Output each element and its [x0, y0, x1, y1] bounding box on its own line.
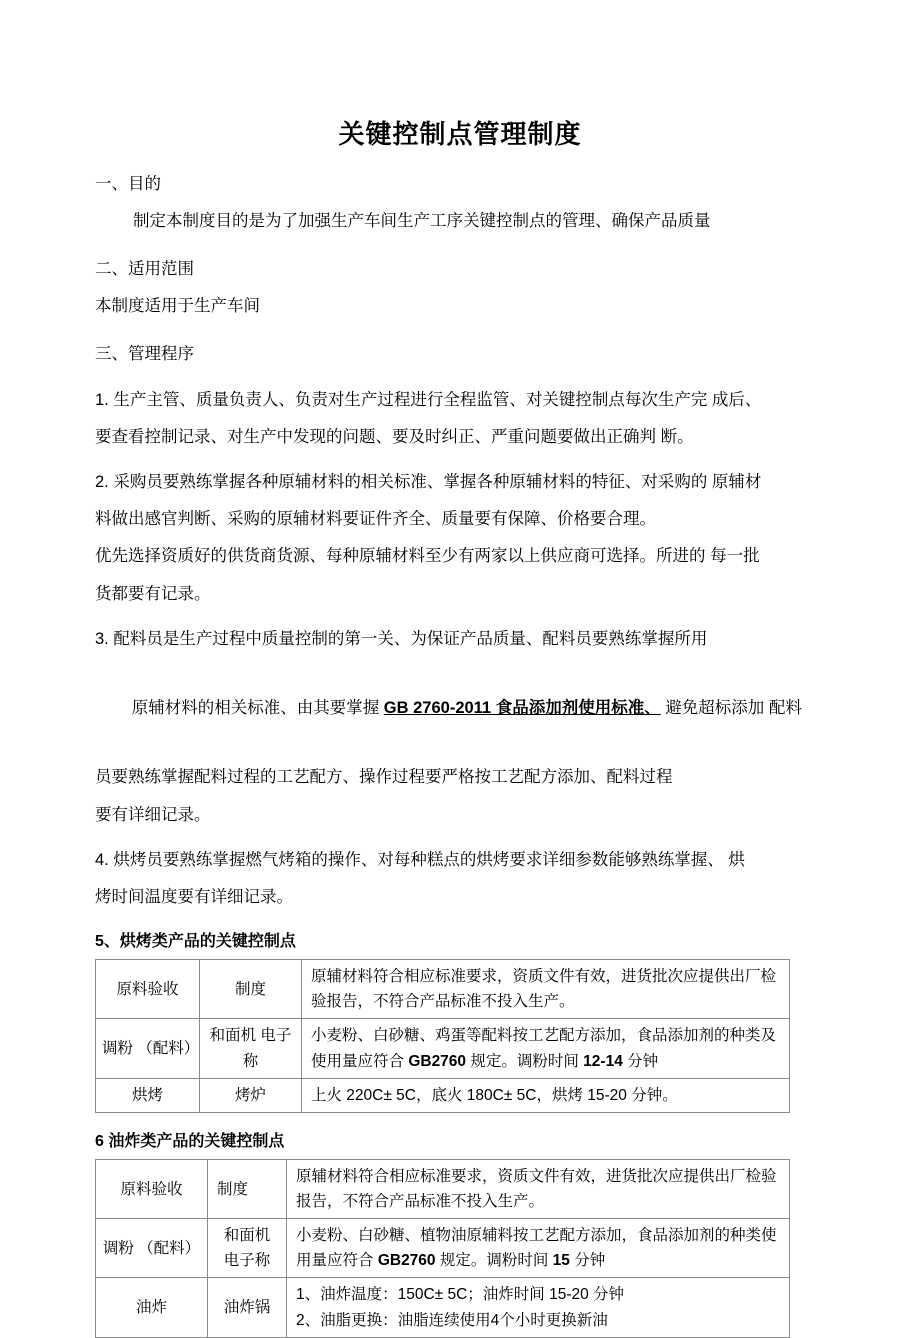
- procedure-item-2-line-2: 料做出感官判断、采购的原辅材料要证件齐全、质量要有保障、价格要合理。: [95, 510, 656, 529]
- standard-reference-gb2760-2011: GB 2760-2011 食品添加剂使用标准、: [383, 699, 661, 718]
- table1-row2-requirement: [302, 1019, 790, 1078]
- t1r2-text-pre: 小麦粉、白砂糖、鸡蛋等配料按工艺配方添加，食品添加剂的种类及使用量应符合: [311, 1027, 777, 1070]
- section-heading-procedure: 三、管理程序: [95, 345, 194, 364]
- procedure-item-3-line-3: 员要熟练掌握配料过程的工艺配方、操作过程要严格按工艺配方添加、配料过程: [95, 768, 673, 787]
- t1r2-text-mid: 规定。调粉时间: [466, 1052, 584, 1070]
- procedure-item-1-line-2: 要查看控制记录、对生产中发现的问题、要及时纠正、严重问题要做出正确判 断。: [95, 427, 694, 446]
- t2r2-duration-value: 15: [552, 1252, 570, 1270]
- procedure-item-3-line-2: [95, 655, 825, 757]
- table1-row2-stage: 调粉 （配料）: [96, 1019, 200, 1078]
- procedure-item-4-line-2: 烤时间温度要有详细记录。: [95, 887, 293, 906]
- procedure-item-3-line-1: 3. 配料员是生产过程中质量控制的第一关、为保证产品质量、配料员要熟练掌握所用: [95, 629, 708, 648]
- document-content: [95, 0, 825, 1338]
- table2-row3-requirement: [287, 1278, 790, 1337]
- table1-row3-stage: 烘烤: [96, 1078, 200, 1112]
- table-row: [96, 1278, 790, 1337]
- item-3-text-before-standard: 原辅材料的相关标准、由其要掌握: [131, 699, 384, 718]
- procedure-item-1-line-1: 1. 生产主管、质量负责人、负责对生产过程进行全程监管、对关键控制点每次生产完 成后、: [95, 390, 762, 409]
- baked-products-control-point-table: [95, 959, 790, 1113]
- table1-row1-means: 制度: [200, 960, 302, 1019]
- section-body-purpose: 制定本制度目的是为了加强生产车间生产工序关键控制点的管理、确保产品质量: [132, 211, 711, 230]
- table-row: [96, 1219, 790, 1278]
- procedure-item-4-line-1: 4. 烘烤员要熟练掌握燃气烤箱的操作、对每种糕点的烘烤要求详细参数能够熟练掌握、 烘: [95, 850, 745, 869]
- table-row: [96, 1078, 790, 1112]
- fried-products-control-point-table: [95, 1159, 790, 1338]
- table2-row2-means: 和面机 电子称: [208, 1219, 287, 1278]
- table2-row3-means: 油炸锅: [208, 1278, 287, 1337]
- table-1-label: 5、烘烤类产品的关键控制点: [95, 933, 296, 951]
- table1-row1-requirement: 原辅材料符合相应标准要求，资质文件有效，进货批次应提供出厂检验报告，不符合产品标准不投入生产。: [302, 960, 790, 1019]
- table1-row3-requirement: 上火 220C± 5C，底火 180C± 5C，烘烤 15-20 分钟。: [302, 1078, 790, 1112]
- table2-row3-stage: 油炸: [96, 1278, 208, 1337]
- table2-row1-requirement: 原辅材料符合相应标准要求，资质文件有效，进货批次应提供出厂检验报告，不符合产品标准不投入生产。: [287, 1159, 790, 1218]
- section-heading-scope: 二、适用范围: [95, 260, 194, 279]
- t2r2-standard-code: GB2760: [377, 1252, 436, 1270]
- table-row: [96, 960, 790, 1019]
- table-row: [96, 1019, 790, 1078]
- section-heading-purpose: 一、目的: [95, 174, 161, 193]
- table1-row3-means: 烤炉: [200, 1078, 302, 1112]
- procedure-item-2-line-1: 2. 采购员要熟练掌握各种原辅材料的相关标准、掌握各种原辅材料的特征、对采购的 原辅材: [95, 473, 762, 491]
- t2r3-requirement-line-1: 1、油炸温度：150C± 5C；油炸时间 15-20 分钟: [296, 1286, 625, 1304]
- table2-row2-requirement: [287, 1219, 790, 1278]
- table2-row2-stage: 调粉 （配料）: [96, 1219, 208, 1278]
- table2-row1-means: 制度: [208, 1159, 287, 1218]
- table-row: [96, 1159, 790, 1218]
- procedure-item-3-line-4: 要有详细记录。: [95, 805, 211, 824]
- t2r3-requirement-line-2: 2、油脂更换：油脂连续使用4个小时更换新油: [296, 1311, 608, 1329]
- t2r2-text-post: 分钟: [569, 1252, 606, 1270]
- item-3-text-after-standard: 避免超标添加 配料: [660, 699, 802, 718]
- page-title: 关键控制点管理制度: [338, 119, 582, 149]
- t2r2-text-mid: 规定。调粉时间: [435, 1252, 553, 1270]
- table1-row1-stage: 原料验收: [96, 960, 200, 1019]
- t1r2-standard-code: GB2760: [408, 1052, 467, 1070]
- section-body-scope: 本制度适用于生产车间: [95, 297, 260, 316]
- t1r2-text-post: 分钟: [622, 1052, 659, 1070]
- table2-row1-stage: 原料验收: [96, 1159, 208, 1218]
- t2r2-text-pre: 小麦粉、白砂糖、植物油原辅料按工艺配方添加，食品添加剂的种类使用量应符合: [296, 1227, 777, 1270]
- procedure-item-2-line-4: 货都要有记录。: [95, 584, 211, 603]
- t1r2-duration-value: 12-14: [583, 1052, 623, 1070]
- procedure-item-2-line-3: 优先选择资质好的供货商货源、每种原辅材料至少有两家以上供应商可选择。所进的 每一批: [95, 547, 760, 566]
- table1-row2-means: 和面机 电子称: [200, 1019, 302, 1078]
- table-2-label: 6 油炸类产品的关键控制点: [95, 1132, 285, 1150]
